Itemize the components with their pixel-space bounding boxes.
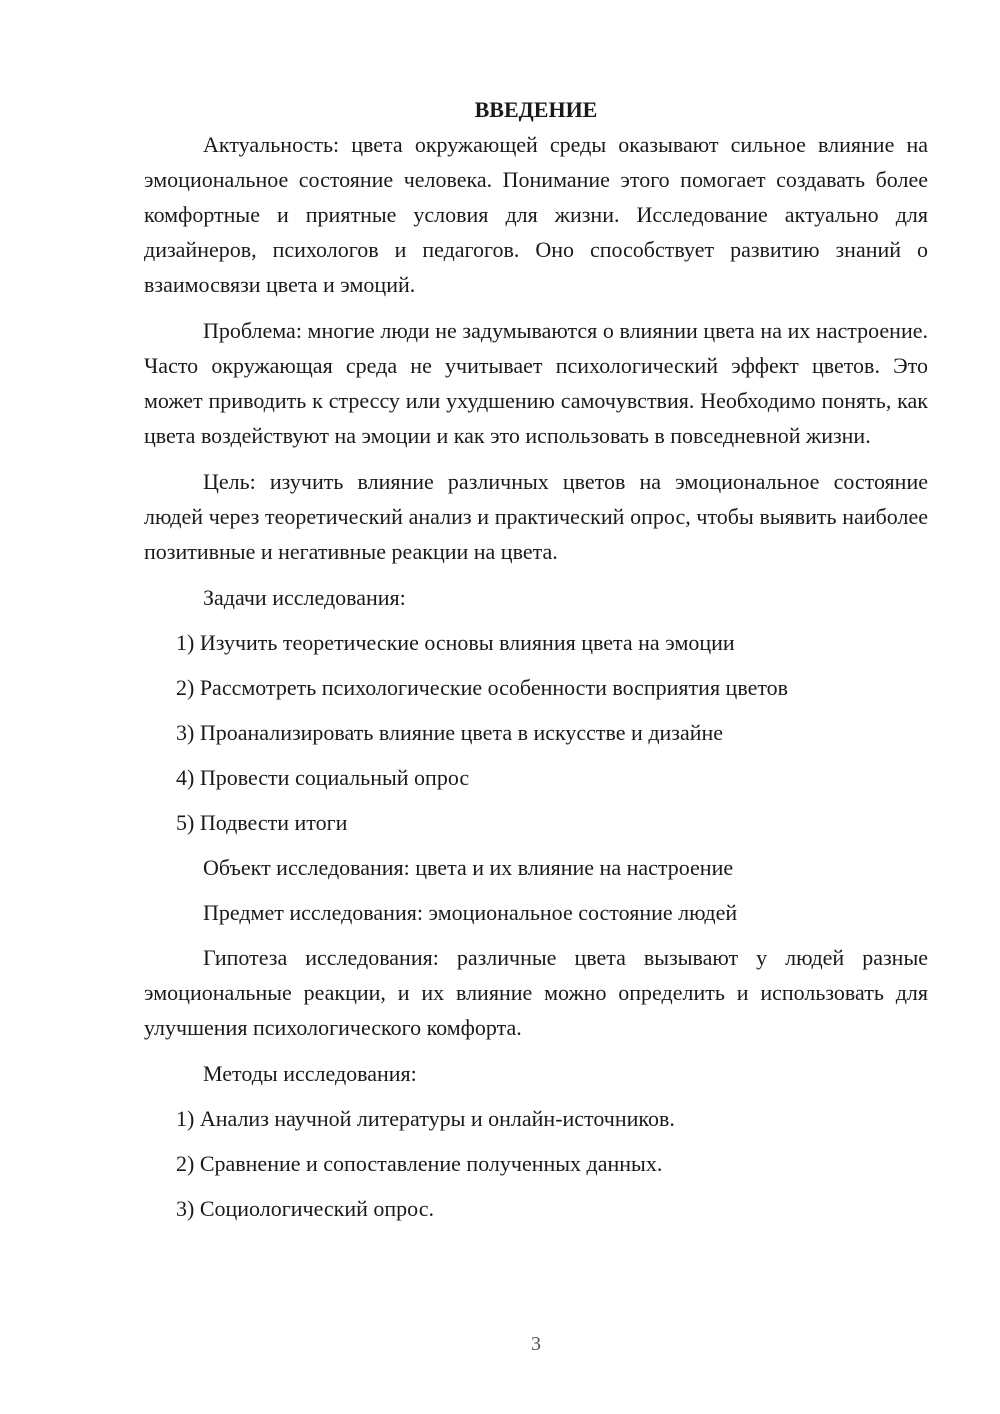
task-item: 2) Рассмотреть психологические особенности восприятия цветов [176,675,789,700]
page-content [144,92,928,1226]
methods-label: Методы исследования: [203,1061,417,1086]
page-number: 3 [531,1333,541,1355]
task-item: 4) Провести социальный опрос [176,765,470,790]
task-item: 1) Изучить теоретические основы влияния цвета на эмоции [176,630,735,655]
subject-line: Предмет исследования: эмоциональное состояние людей [203,900,738,925]
tasks-label: Задачи исследования: [203,585,406,610]
object-line: Объект исследования: цвета и их влияние на настроение [203,855,734,880]
method-item: 1) Анализ научной литературы и онлайн-источников. [176,1106,675,1131]
task-item: 5) Подвести итоги [176,810,348,835]
hypothesis-paragraph: Гипотеза исследования: различные цвета вызывают у людей разные эмоциональные реакции, и их влияние можно определить и использовать для улучшения психологического комфорта. [144,945,928,1040]
method-item: 3) Социологический опрос. [176,1196,434,1221]
relevance-paragraph: Актуальность: цвета окружающей среды оказывают сильное влияние на эмоциональное состояние человека. Понимание этого помогает создавать более комфортные и приятные условия для жизни. Исследование актуально для дизайнеров, психологов и педагогов. Оно способствует развитию знаний о взаимосвязи цвета и эмоций. [144,132,928,297]
section-heading: ВВЕДЕНИЕ [474,97,598,122]
task-item: 3) Проанализировать влияние цвета в искусстве и дизайне [176,720,724,745]
method-item: 2) Сравнение и сопоставление полученных данных. [176,1151,663,1176]
problem-paragraph: Проблема: многие люди не задумываются о влиянии цвета на их настроение. Часто окружающая среда не учитывает психологический эффект цветов. Это может приводить к стрессу или ухудшению самочувствия. Необходимо понять, как цвета воздействуют на эмоции и как это использовать в повседневной жизни. [144,318,928,448]
goal-paragraph: Цель: изучить влияние различных цветов на эмоциональное состояние людей через теоретический анализ и практический опрос, чтобы выявить наиболее позитивные и негативные реакции на цвета. [144,469,928,564]
